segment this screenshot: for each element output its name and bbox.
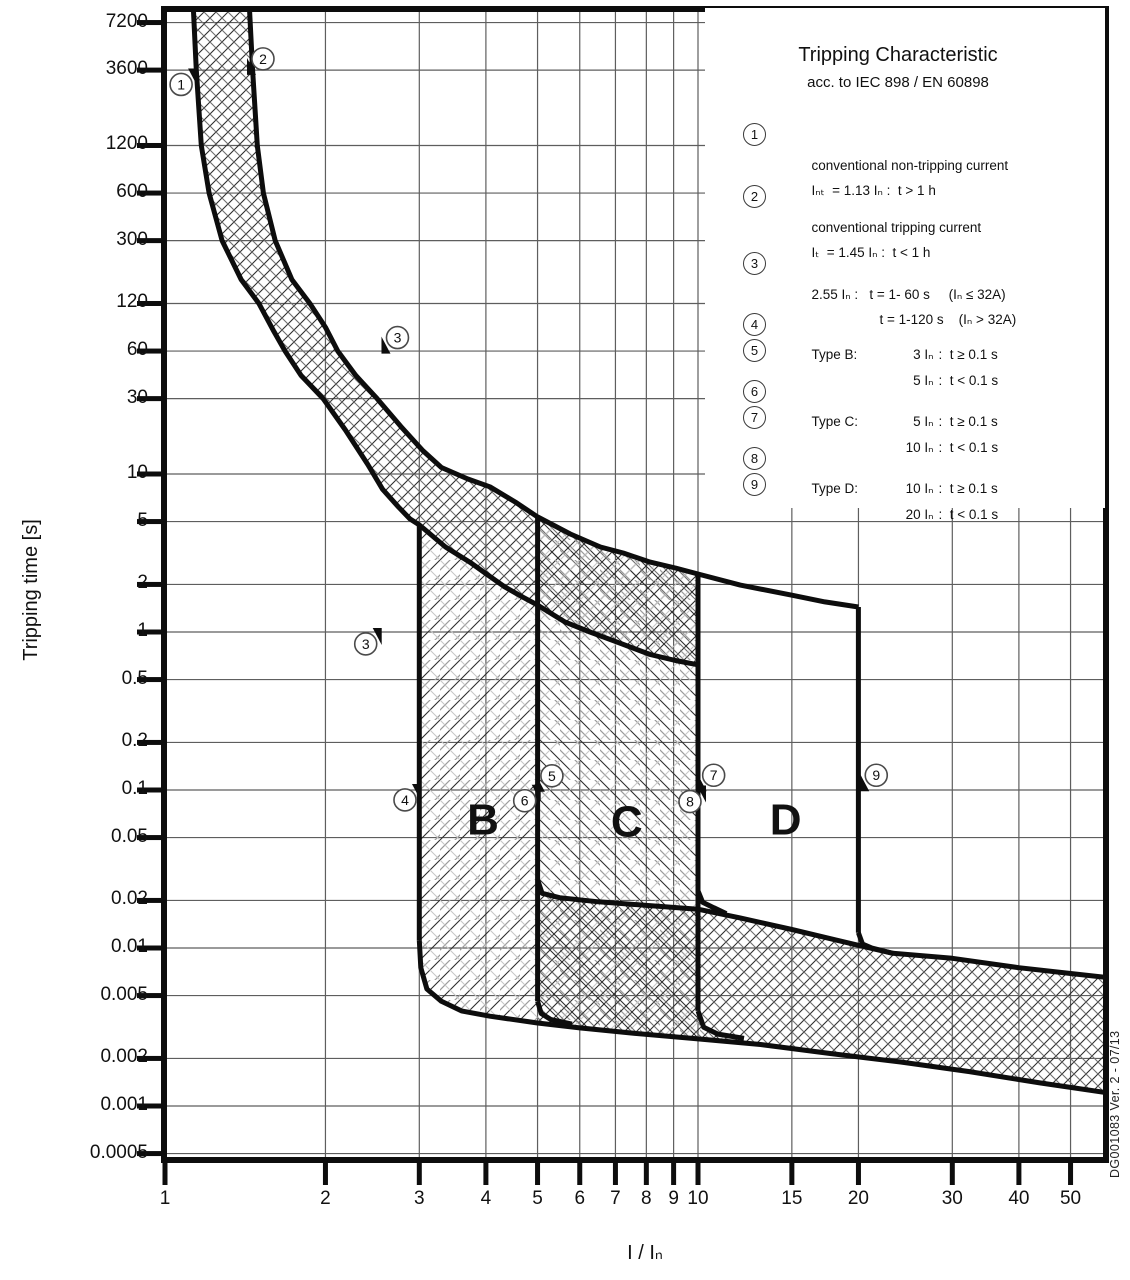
- marker-number: 8: [686, 793, 694, 810]
- legend-qty: 5 Iₙ: [913, 373, 934, 388]
- x-tick-label: 9: [668, 1188, 679, 1209]
- y-tick-label: 0.5: [121, 667, 148, 689]
- x-tick-label: 30: [941, 1188, 963, 1209]
- legend-line: 2.55 Iₙ : t = 1- 60 s (Iₙ ≤ 32A): [811, 287, 1006, 302]
- y-tick-label: 1200: [105, 133, 148, 155]
- legend-line: conventional non-tripping current: [811, 158, 1009, 173]
- type-b-region: [419, 525, 537, 1023]
- y-tick-label: 120: [116, 291, 148, 313]
- marker-number: 4: [401, 791, 409, 808]
- legend-type-label: Type B:: [811, 347, 858, 362]
- legend-num-circle: 3: [743, 252, 766, 275]
- legend-num-circle: 4: [743, 313, 766, 336]
- x-tick-label: 20: [847, 1188, 869, 1209]
- y-tick-label: 0.01: [111, 936, 148, 957]
- x-tick-mark: [577, 1160, 582, 1185]
- x-tick-label: 3: [414, 1188, 425, 1209]
- x-tick-label: 40: [1008, 1188, 1030, 1209]
- legend-formula: Iₜ = 1.45 Iₙ : t < 1 h: [811, 245, 931, 260]
- y-tick-label: 0.2: [121, 730, 148, 752]
- legend-cond: : t ≥ 0.1 s: [938, 414, 998, 429]
- x-tick-mark: [535, 1160, 540, 1185]
- x-tick-mark: [789, 1160, 794, 1185]
- x-tick-mark: [163, 1160, 168, 1185]
- legend-formula: t = 1-120 s (Iₙ > 32A): [879, 312, 1017, 327]
- marker-number: 5: [548, 767, 556, 784]
- legend-qty: 5 Iₙ: [913, 414, 934, 429]
- x-tick-mark: [613, 1160, 618, 1185]
- x-tick-label: 4: [480, 1188, 492, 1209]
- x-tick-mark: [644, 1160, 649, 1185]
- x-tick-label: 6: [574, 1188, 586, 1209]
- y-tick-label: 10: [126, 462, 148, 483]
- x-tick-mark: [323, 1160, 328, 1185]
- watermark-text: DG001083 Ver. 2 - 07/13: [1108, 1030, 1122, 1178]
- legend: [705, 8, 1105, 522]
- marker-number: 3: [393, 329, 402, 346]
- legend-qty: 20 Iₙ: [905, 507, 934, 522]
- y-tick-label: 600: [116, 181, 148, 203]
- x-tick-label: 2: [320, 1188, 331, 1209]
- legend-cond: : t ≥ 0.1 s: [938, 481, 998, 496]
- y-tick-label: 0.005: [100, 983, 148, 1005]
- legend-num-circle: 5: [743, 339, 766, 362]
- legend-title: Tripping Characteristic: [798, 44, 998, 66]
- region-label-C: C: [610, 797, 643, 847]
- y-tick-label: 0.02: [111, 888, 148, 910]
- y-tick-label: 1: [137, 620, 148, 641]
- x-tick-mark: [417, 1160, 422, 1185]
- y-tick-label: 0.002: [100, 1046, 148, 1068]
- y-axis-title: Tripping time [s]: [20, 519, 42, 661]
- x-tick-mark: [483, 1160, 488, 1185]
- y-tick-label: 60: [126, 339, 148, 361]
- legend-num-circle: 1: [743, 123, 766, 146]
- marker-number: 2: [259, 50, 267, 67]
- legend-type-label: Type C:: [811, 414, 859, 429]
- x-tick-label: 8: [641, 1188, 652, 1209]
- x-tick-label: 50: [1059, 1188, 1082, 1209]
- x-tick-label: 10: [687, 1188, 709, 1209]
- x-tick-mark: [696, 1160, 701, 1185]
- y-tick-label: 5: [137, 509, 148, 531]
- legend-cond: : t < 0.1 s: [938, 507, 999, 522]
- x-tick-label: 7: [610, 1188, 621, 1209]
- x-tick-mark: [856, 1160, 861, 1185]
- legend-qty: 3 Iₙ: [913, 347, 934, 362]
- x-tick-label: 15: [781, 1188, 803, 1209]
- y-tick-label: 30: [126, 386, 148, 408]
- x-tick-mark: [950, 1160, 955, 1185]
- y-tick-label: 0.1: [121, 778, 148, 799]
- legend-num-circle: 6: [743, 380, 766, 403]
- legend-num-circle: 9: [743, 473, 766, 496]
- y-tick-label: 2: [137, 572, 148, 594]
- marker-number: 3: [361, 635, 370, 652]
- legend-item-9: [743, 473, 998, 542]
- legend-cond: : t ≥ 0.1 s: [938, 347, 998, 362]
- x-tick-mark: [1016, 1160, 1021, 1185]
- x-tick-mark: [671, 1160, 676, 1185]
- marker-number: 9: [872, 767, 881, 784]
- y-tick-label: 0.05: [111, 825, 148, 847]
- region-label-D: D: [769, 795, 802, 845]
- legend-cond: : t < 0.1 s: [938, 373, 999, 388]
- marker-number: 7: [709, 767, 718, 784]
- y-tick-label: 7200: [105, 10, 148, 32]
- legend-type-label: Type D:: [811, 481, 859, 496]
- instantaneous-band-region: [538, 880, 1109, 1093]
- x-tick-mark: [1068, 1160, 1073, 1185]
- legend-qty: 10 Iₙ: [905, 440, 934, 455]
- legend-qty: 10 Iₙ: [905, 481, 934, 496]
- x-tick-label: 1: [159, 1188, 171, 1209]
- legend-num-circle: 2: [743, 185, 766, 208]
- legend-num-circle: 7: [743, 406, 766, 429]
- legend-formula: Iₙₜ = 1.13 Iₙ : t > 1 h: [811, 183, 936, 198]
- x-tick-label: 5: [532, 1188, 543, 1209]
- legend-line: conventional tripping current: [811, 220, 982, 235]
- y-tick-label: 0.001: [100, 1094, 148, 1115]
- legend-cond: : t < 0.1 s: [938, 440, 999, 455]
- region-label-B: B: [467, 795, 499, 845]
- y-tick-label: 0.0005: [89, 1141, 148, 1163]
- y-tick-label: 3600: [105, 58, 148, 80]
- x-axis-title: I / Iₙ: [627, 1242, 663, 1264]
- legend-subtitle: acc. to IEC 898 / EN 60898: [807, 74, 989, 91]
- y-tick-label: 300: [116, 228, 148, 250]
- marker-number: 6: [520, 792, 529, 809]
- marker-number: 1: [177, 76, 185, 93]
- legend-num-circle: 8: [743, 447, 766, 470]
